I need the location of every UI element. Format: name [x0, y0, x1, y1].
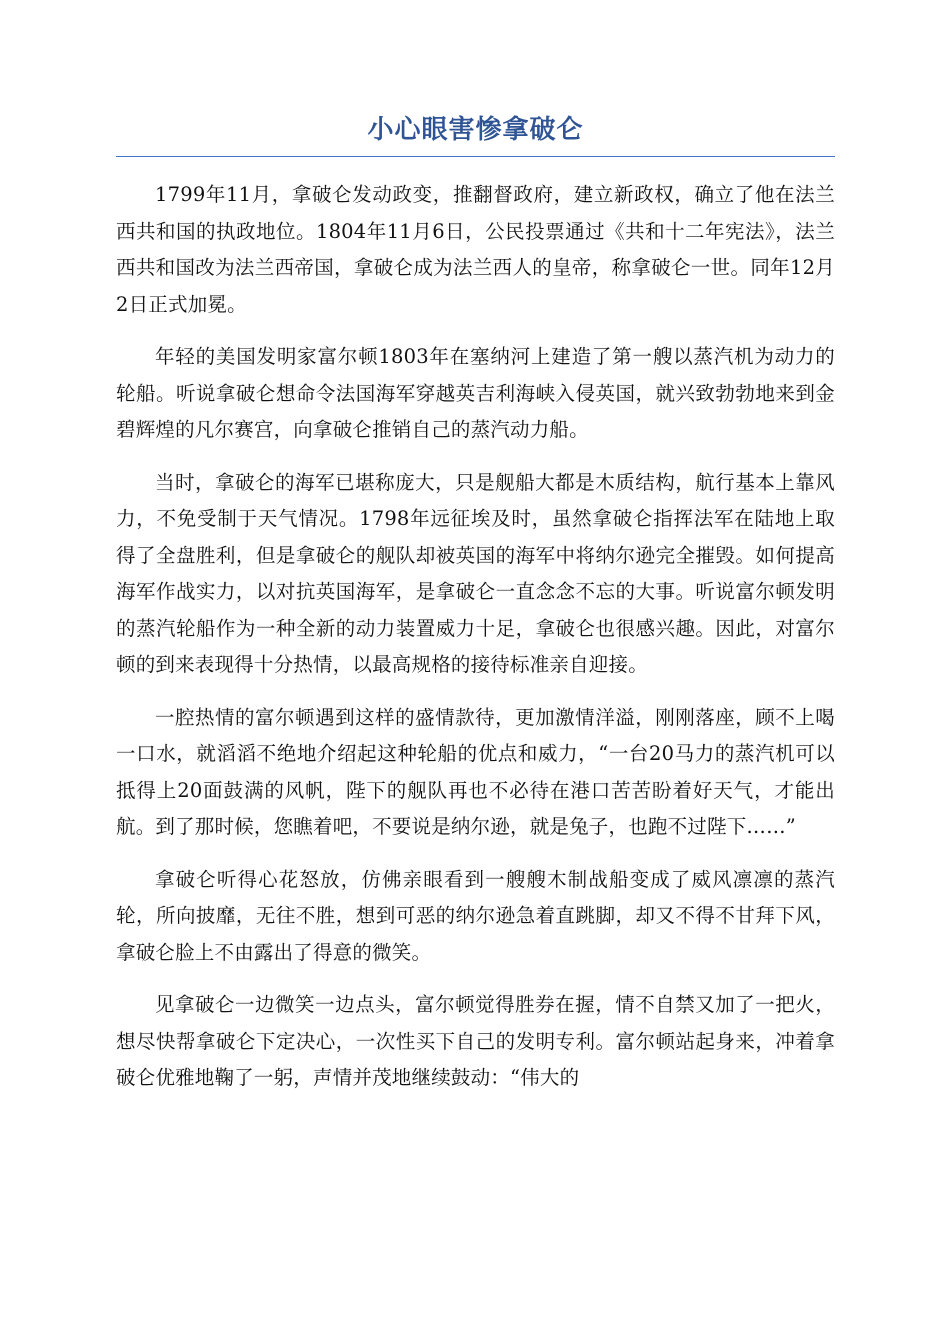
paragraph-4: 一腔热情的富尔顿遇到这样的盛情款待，更加激情洋溢，刚刚落座，顾不上喝一口水，就滔滔不绝地介绍起这种轮船的优点和威力，“一台20马力的蒸汽机可以抵得上20面鼓满的风帆，陛下的舰队再也不必待在港口苦苦盼着好天气，才能出航。到了那时候，您瞧着吧，不要说是纳尔逊，就是兔子，也跑不过陛下……”: [116, 705, 835, 838]
paragraph-5: 拿破仑听得心花怒放，仿佛亲眼看到一艘艘木制战船变成了威风凛凛的蒸汽轮，所向披靡，无往不胜，想到可恶的纳尔逊急着直跳脚，却又不得不甘拜下风，拿破仑脸上不由露出了得意的微笑。: [116, 867, 835, 964]
title-underline: [116, 156, 835, 157]
paragraph-3: 当时，拿破仑的海军已堪称庞大，只是舰船大都是木质结构，航行基本上靠风力，不免受制于天气情况。1798年远征埃及时，虽然拿破仑指挥法军在陆地上取得了全盘胜利，但是拿破仑的舰队却被英国的海军中将纳尔逊完全摧毁。如何提高海军作战实力，以对抗英国海军，是拿破仑一直念念不忘的大事。听说富尔顿发明的蒸汽轮船作为一种全新的动力装置威力十足，拿破仑也很感兴趣。因此，对富尔顿的到来表现得十分热情，以最高规格的接待标准亲自迎接。: [116, 470, 835, 676]
paragraph-6: 见拿破仑一边微笑一边点头，富尔顿觉得胜券在握，情不自禁又加了一把火，想尽快帮拿破仑下定决心，一次性买下自己的发明专利。富尔顿站起身来，冲着拿破仑优雅地鞠了一躬，声情并茂地继续鼓动：“伟大的: [116, 993, 835, 1089]
paragraph-1: 1799年11月，拿破仑发动政变，推翻督政府，建立新政权，确立了他在法兰西共和国的执政地位。1804年11月6日，公民投票通过《共和十二年宪法》，法兰西共和国改为法兰西帝国，拿破仑成为法兰西人的皇帝，称拿破仑一世。同年12月2日正式加冕。: [116, 183, 835, 316]
paragraph-2: 年轻的美国发明家富尔顿1803年在塞纳河上建造了第一艘以蒸汽机为动力的轮船。听说拿破仑想命令法国海军穿越英吉利海峡入侵英国，就兴致勃勃地来到金碧辉煌的凡尔赛宫，向拿破仑推销自己的蒸汽动力船。: [116, 345, 835, 441]
document-page: [116, 110, 835, 1113]
document-title: 小心眼害惨拿破仑: [367, 115, 584, 145]
